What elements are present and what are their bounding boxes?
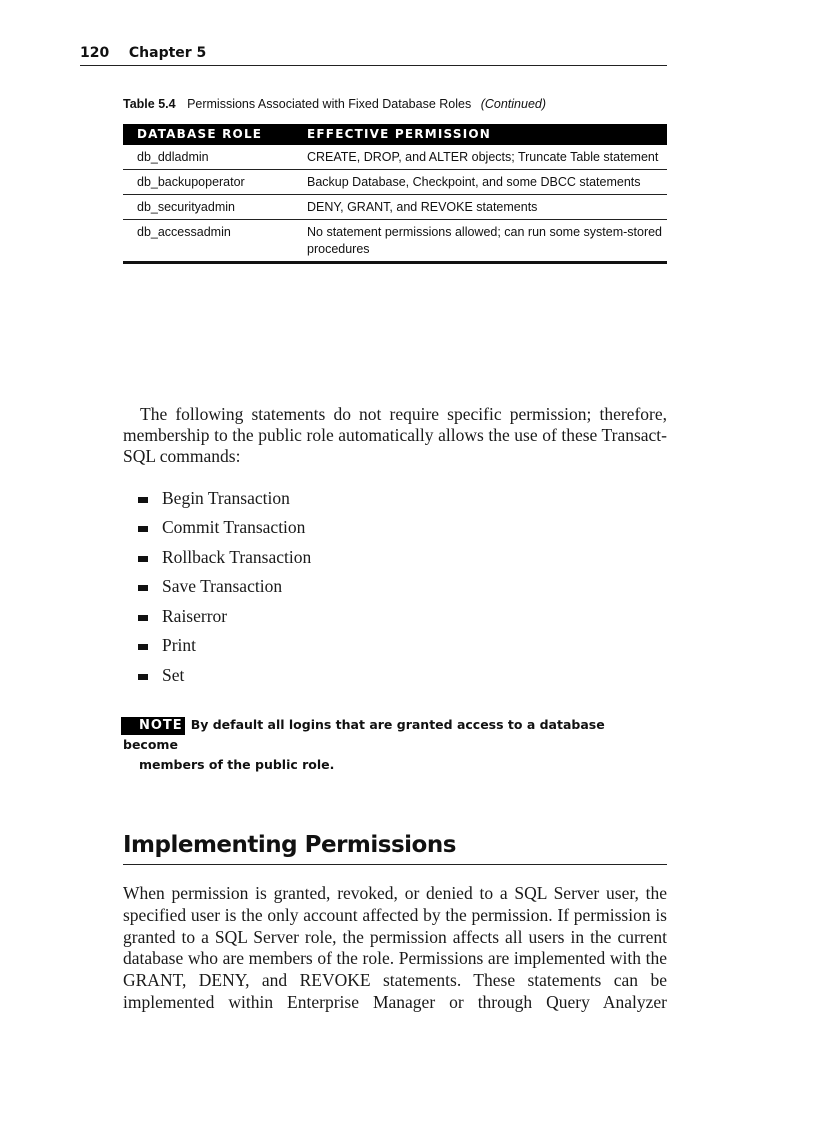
permissions-table [123, 124, 667, 264]
table-caption-title: Permissions Associated with Fixed Database Roles [187, 97, 472, 111]
table-row [123, 220, 667, 263]
list-item-text: Raiserror [162, 605, 228, 626]
list-item-text: Print [162, 635, 197, 656]
command-list [138, 483, 311, 690]
list-item-text: Commit Transaction [162, 517, 306, 538]
note-text-line1: By default all logins that are granted access to a database become [123, 717, 605, 752]
list-item-text: Begin Transaction [162, 487, 290, 508]
list-item-text: Rollback Transaction [162, 546, 312, 567]
table-row [123, 170, 667, 195]
section-paragraph: When permission is granted, revoked, or denied to a SQL Server user, the specified user is the only account affected by the permission. If permission is granted to a SQL Server role, the permission affects all users in the current database who are members of the role. Permissions are implemented with the GRANT, DENY, and REVOKE statements. These statements can be implemented within Enterprise Manager or through Query Analyzer [123, 883, 667, 1012]
square-bullet-icon [138, 556, 148, 562]
note-badge: NOTE [121, 717, 185, 735]
square-bullet-icon [138, 497, 148, 503]
page-number: 120 [80, 45, 110, 61]
list-item [138, 572, 311, 602]
list-item [138, 631, 311, 661]
column-header-permission: EFFECTIVE PERMISSION [307, 124, 667, 145]
table-header-row [123, 124, 667, 145]
role-cell: db_securityadmin [123, 195, 307, 220]
table-row [123, 145, 667, 170]
square-bullet-icon [138, 644, 148, 650]
role-cell: db_ddladmin [123, 145, 307, 170]
table-row [123, 195, 667, 220]
intro-paragraph: The following statements do not require specific permission; therefore, membership to the public role automatically allows the use of these Transact-SQL commands: [123, 404, 667, 466]
permission-cell: CREATE, DROP, and ALTER objects; Truncate Table statement [307, 145, 667, 170]
section-heading: Implementing Permissions [123, 828, 667, 865]
running-header [80, 44, 667, 66]
square-bullet-icon [138, 674, 148, 680]
list-item [138, 483, 311, 513]
table-caption-label: Table 5.4 [123, 97, 176, 111]
note-callout [123, 715, 623, 775]
list-item-text: Save Transaction [162, 576, 283, 597]
permission-cell: Backup Database, Checkpoint, and some DBCC statements [307, 170, 667, 195]
role-cell: db_backupoperator [123, 170, 307, 195]
chapter-label: Chapter 5 [128, 45, 207, 61]
role-cell: db_accessadmin [123, 220, 307, 263]
list-item [138, 542, 311, 572]
list-item-text: Set [162, 664, 185, 685]
list-item [138, 601, 311, 631]
permission-cell: No statement permissions allowed; can run some system-stored procedures [307, 220, 667, 263]
square-bullet-icon [138, 585, 148, 591]
square-bullet-icon [138, 615, 148, 621]
square-bullet-icon [138, 526, 148, 532]
table-caption-continued: (Continued) [480, 97, 547, 111]
note-text-line2: members of the public role. [139, 757, 335, 772]
list-item [138, 660, 311, 690]
column-header-role: DATABASE ROLE [123, 124, 307, 145]
table-caption [123, 96, 546, 112]
permission-cell: DENY, GRANT, and REVOKE statements [307, 195, 667, 220]
list-item [138, 513, 311, 543]
